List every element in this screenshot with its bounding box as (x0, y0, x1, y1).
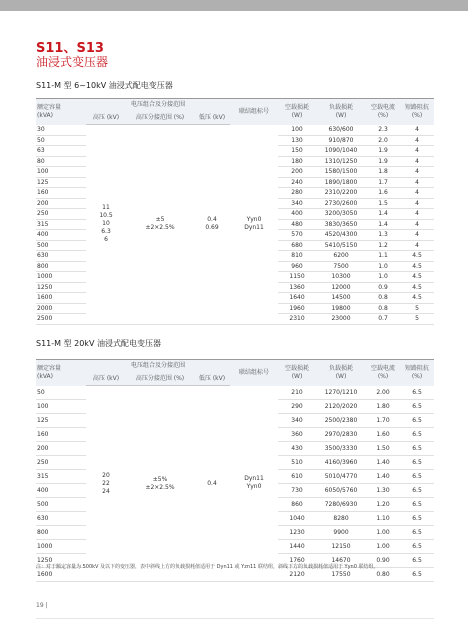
impedance-cell: 4.5 (400, 293, 434, 304)
noload-loss-cell: 510 (278, 456, 316, 470)
impedance-cell: 4 (400, 135, 434, 146)
load-loss-cell: 2310/2200 (316, 188, 366, 199)
load-loss-cell: 2970/2830 (316, 428, 366, 442)
merged-group-cell: Yyn0 Dyn11 (230, 125, 278, 325)
impedance-cell: 4.5 (400, 261, 434, 272)
impedance-cell: 4.5 (400, 282, 434, 293)
impedance-cell: 4 (400, 156, 434, 167)
noload-loss-cell: 960 (278, 261, 316, 272)
load-loss-cell: 7500 (316, 261, 366, 272)
header-noload-loss: 空载损耗 (W) (278, 360, 316, 386)
noload-loss-cell: 200 (278, 167, 316, 178)
noload-loss-cell: 100 (278, 125, 316, 136)
capacity-cell: 1000 (36, 272, 86, 283)
noload-current-cell: 1.3 (366, 230, 400, 241)
capacity-cell: 630 (36, 512, 86, 526)
header-tap-range: 高压分接范围 (%) (126, 112, 194, 125)
load-loss-cell: 12000 (316, 282, 366, 293)
noload-current-cell: 1.30 (366, 484, 400, 498)
header-hv: 高压 (kV) (86, 112, 126, 125)
load-loss-cell: 9900 (316, 526, 366, 540)
noload-loss-cell: 1230 (278, 526, 316, 540)
table-row (36, 386, 434, 400)
load-loss-cell: 3500/3330 (316, 442, 366, 456)
header-voltage-group: 电压组合及分接范围 (86, 99, 230, 112)
noload-loss-cell: 280 (278, 188, 316, 199)
merged-hv-cell: 11 10.5 10 6.3 6 (86, 125, 126, 325)
impedance-cell: 6.5 (400, 470, 434, 484)
noload-loss-cell: 480 (278, 219, 316, 230)
noload-loss-cell: 810 (278, 251, 316, 262)
impedance-cell: 5 (400, 303, 434, 314)
noload-current-cell: 1.0 (366, 272, 400, 283)
load-loss-cell: 7280/6930 (316, 498, 366, 512)
header-tap-range: 高压分接范围 (%) (126, 373, 194, 386)
load-loss-cell: 6050/5760 (316, 484, 366, 498)
impedance-cell: 6.5 (400, 512, 434, 526)
impedance-cell: 4 (400, 240, 434, 251)
capacity-cell: 500 (36, 240, 86, 251)
load-loss-cell: 23000 (316, 314, 366, 325)
impedance-cell: 6.5 (400, 568, 434, 582)
capacity-cell: 1600 (36, 568, 86, 582)
capacity-cell: 250 (36, 209, 86, 220)
header-impedance: 短路阻抗 (%) (400, 360, 434, 386)
table1-heading: S11-M 型 6~10kV 油浸式配电变压器 (36, 81, 173, 90)
capacity-cell: 50 (36, 386, 86, 400)
header-noload-loss: 空载损耗 (W) (278, 99, 316, 125)
capacity-cell: 160 (36, 188, 86, 199)
table2-heading: S11-M 型 20kV 油浸式配电变压器 (36, 339, 161, 348)
noload-current-cell: 0.9 (366, 282, 400, 293)
capacity-cell: 100 (36, 167, 86, 178)
noload-loss-cell: 290 (278, 400, 316, 414)
noload-loss-cell: 730 (278, 484, 316, 498)
spec-table-20kv (36, 359, 434, 582)
impedance-cell: 4 (400, 146, 434, 157)
impedance-cell: 6.5 (400, 484, 434, 498)
capacity-cell: 1000 (36, 540, 86, 554)
noload-current-cell: 1.8 (366, 167, 400, 178)
noload-current-cell: 1.4 (366, 219, 400, 230)
merged-lv-cell: 0.4 0.69 (194, 125, 230, 325)
noload-loss-cell: 1360 (278, 282, 316, 293)
capacity-cell: 125 (36, 414, 86, 428)
noload-current-cell: 1.20 (366, 498, 400, 512)
load-loss-cell: 10300 (316, 272, 366, 283)
impedance-cell: 4 (400, 125, 434, 136)
impedance-cell: 4 (400, 209, 434, 220)
noload-current-cell: 1.0 (366, 261, 400, 272)
load-loss-cell: 1270/1210 (316, 386, 366, 400)
capacity-cell: 160 (36, 428, 86, 442)
impedance-cell: 4 (400, 198, 434, 209)
load-loss-cell: 5410/5150 (316, 240, 366, 251)
header-impedance: 短路阻抗 (%) (400, 99, 434, 125)
header-connection-group: 联结组标号 (230, 360, 278, 386)
merged-tap-cell: ±5 ±2×2.5% (126, 125, 194, 325)
top-header-bar (0, 0, 468, 11)
noload-current-cell: 1.00 (366, 540, 400, 554)
noload-current-cell: 1.1 (366, 251, 400, 262)
noload-current-cell: 1.10 (366, 512, 400, 526)
capacity-cell: 315 (36, 470, 86, 484)
impedance-cell: 6.5 (400, 540, 434, 554)
capacity-cell: 2000 (36, 303, 86, 314)
noload-current-cell: 1.40 (366, 456, 400, 470)
page-number: 19 | (36, 602, 48, 609)
noload-current-cell: 0.8 (366, 293, 400, 304)
noload-current-cell: 0.90 (366, 554, 400, 568)
noload-loss-cell: 430 (278, 442, 316, 456)
load-loss-cell: 8280 (316, 512, 366, 526)
noload-loss-cell: 1150 (278, 272, 316, 283)
noload-current-cell: 1.2 (366, 240, 400, 251)
impedance-cell: 6.5 (400, 386, 434, 400)
capacity-cell: 500 (36, 498, 86, 512)
noload-current-cell: 2.00 (366, 386, 400, 400)
load-loss-cell: 14500 (316, 293, 366, 304)
impedance-cell: 6.5 (400, 498, 434, 512)
noload-current-cell: 0.8 (366, 303, 400, 314)
load-loss-cell: 4520/4300 (316, 230, 366, 241)
impedance-cell: 4 (400, 230, 434, 241)
load-loss-cell: 910/870 (316, 135, 366, 146)
noload-loss-cell: 610 (278, 470, 316, 484)
header-voltage-group: 电压组合及分接范围 (86, 360, 230, 373)
footer-rule (36, 618, 434, 619)
load-loss-cell: 14670 (316, 554, 366, 568)
impedance-cell: 4 (400, 177, 434, 188)
load-loss-cell: 17550 (316, 568, 366, 582)
noload-current-cell: 1.60 (366, 428, 400, 442)
impedance-cell: 6.5 (400, 414, 434, 428)
load-loss-cell: 4160/3960 (316, 456, 366, 470)
impedance-cell: 6.5 (400, 554, 434, 568)
load-loss-cell: 1310/1250 (316, 156, 366, 167)
noload-current-cell: 1.6 (366, 188, 400, 199)
header-load-loss: 负载损耗 (W) (316, 360, 366, 386)
header-noload-current: 空载电流 (%) (366, 99, 400, 125)
capacity-cell: 1250 (36, 554, 86, 568)
impedance-cell: 4 (400, 167, 434, 178)
noload-loss-cell: 180 (278, 156, 316, 167)
impedance-cell: 4.5 (400, 272, 434, 283)
header-load-loss: 负载损耗 (W) (316, 99, 366, 125)
noload-current-cell: 1.00 (366, 526, 400, 540)
impedance-cell: 6.5 (400, 442, 434, 456)
load-loss-cell: 630/600 (316, 125, 366, 136)
noload-loss-cell: 680 (278, 240, 316, 251)
load-loss-cell: 2500/2380 (316, 414, 366, 428)
header-connection-group: 联结组标号 (230, 99, 278, 125)
load-loss-cell: 1890/1800 (316, 177, 366, 188)
noload-loss-cell: 360 (278, 428, 316, 442)
header-lv: 低压 (kV) (194, 112, 230, 125)
noload-loss-cell: 240 (278, 177, 316, 188)
load-loss-cell: 3830/3650 (316, 219, 366, 230)
capacity-cell: 1250 (36, 282, 86, 293)
spec-table-10kv (36, 98, 434, 325)
impedance-cell: 4 (400, 188, 434, 199)
capacity-cell: 80 (36, 156, 86, 167)
capacity-cell: 800 (36, 526, 86, 540)
load-loss-cell: 12150 (316, 540, 366, 554)
noload-loss-cell: 2120 (278, 568, 316, 582)
capacity-cell: 200 (36, 442, 86, 456)
noload-current-cell: 0.7 (366, 314, 400, 325)
noload-loss-cell: 210 (278, 386, 316, 400)
noload-loss-cell: 340 (278, 414, 316, 428)
load-loss-cell: 1090/1040 (316, 146, 366, 157)
noload-loss-cell: 130 (278, 135, 316, 146)
noload-current-cell: 1.7 (366, 177, 400, 188)
load-loss-cell: 6200 (316, 251, 366, 262)
load-loss-cell: 5010/4770 (316, 470, 366, 484)
capacity-cell: 2500 (36, 314, 86, 325)
load-loss-cell: 1580/1500 (316, 167, 366, 178)
load-loss-cell: 2730/2600 (316, 198, 366, 209)
noload-loss-cell: 340 (278, 198, 316, 209)
noload-current-cell: 1.5 (366, 198, 400, 209)
page-subtitle: 油浸式变压器 (36, 55, 109, 69)
noload-loss-cell: 2310 (278, 314, 316, 325)
capacity-cell: 50 (36, 135, 86, 146)
noload-current-cell: 1.70 (366, 414, 400, 428)
header-lv: 低压 (kV) (194, 373, 230, 386)
capacity-cell: 400 (36, 484, 86, 498)
capacity-cell: 1600 (36, 293, 86, 304)
noload-loss-cell: 1640 (278, 293, 316, 304)
noload-current-cell: 1.40 (366, 470, 400, 484)
noload-loss-cell: 570 (278, 230, 316, 241)
header-capacity: 额定容量 (kVA) (36, 99, 86, 125)
capacity-cell: 125 (36, 177, 86, 188)
noload-current-cell: 1.9 (366, 146, 400, 157)
noload-loss-cell: 1760 (278, 554, 316, 568)
capacity-cell: 400 (36, 230, 86, 241)
impedance-cell: 6.5 (400, 526, 434, 540)
capacity-cell: 630 (36, 251, 86, 262)
noload-current-cell: 1.80 (366, 400, 400, 414)
load-loss-cell: 19800 (316, 303, 366, 314)
noload-loss-cell: 860 (278, 498, 316, 512)
noload-loss-cell: 1040 (278, 512, 316, 526)
capacity-cell: 200 (36, 198, 86, 209)
noload-loss-cell: 1960 (278, 303, 316, 314)
noload-current-cell: 1.50 (366, 442, 400, 456)
noload-current-cell: 1.9 (366, 156, 400, 167)
noload-current-cell: 1.4 (366, 209, 400, 220)
impedance-cell: 6.5 (400, 400, 434, 414)
noload-loss-cell: 150 (278, 146, 316, 157)
capacity-cell: 30 (36, 125, 86, 136)
merged-lv-cell: 0.4 (194, 386, 230, 582)
merged-tap-cell: ±5% ±2×2.5% (126, 386, 194, 582)
impedance-cell: 5 (400, 314, 434, 325)
noload-current-cell: 2.0 (366, 135, 400, 146)
noload-current-cell: 2.3 (366, 125, 400, 136)
header-hv: 高压 (kV) (86, 373, 126, 386)
load-loss-cell: 2120/2020 (316, 400, 366, 414)
capacity-cell: 315 (36, 219, 86, 230)
merged-group-cell: Dyn11 Yyn0 (230, 386, 278, 582)
merged-hv-cell: 20 22 24 (86, 386, 126, 582)
table-row (36, 125, 434, 136)
header-capacity: 额定容量 (kVA) (36, 360, 86, 386)
noload-loss-cell: 1440 (278, 540, 316, 554)
impedance-cell: 4.5 (400, 251, 434, 262)
footnote: 注：对于额定容量为 500kV 及以下的变压器，表中斜线上方的负载损耗值适用于 Dyn11 或 Yzn11 联结组，斜线下方的负载损耗值适用于 Yyn0 联结组。 (36, 564, 379, 570)
page-title: S11、S13 (36, 41, 104, 56)
capacity-cell: 800 (36, 261, 86, 272)
noload-current-cell: 0.80 (366, 568, 400, 582)
capacity-cell: 63 (36, 146, 86, 157)
noload-loss-cell: 400 (278, 209, 316, 220)
capacity-cell: 100 (36, 400, 86, 414)
impedance-cell: 4 (400, 219, 434, 230)
header-noload-current: 空载电流 (%) (366, 360, 400, 386)
load-loss-cell: 3200/3050 (316, 209, 366, 220)
impedance-cell: 6.5 (400, 456, 434, 470)
capacity-cell: 250 (36, 456, 86, 470)
impedance-cell: 6.5 (400, 428, 434, 442)
